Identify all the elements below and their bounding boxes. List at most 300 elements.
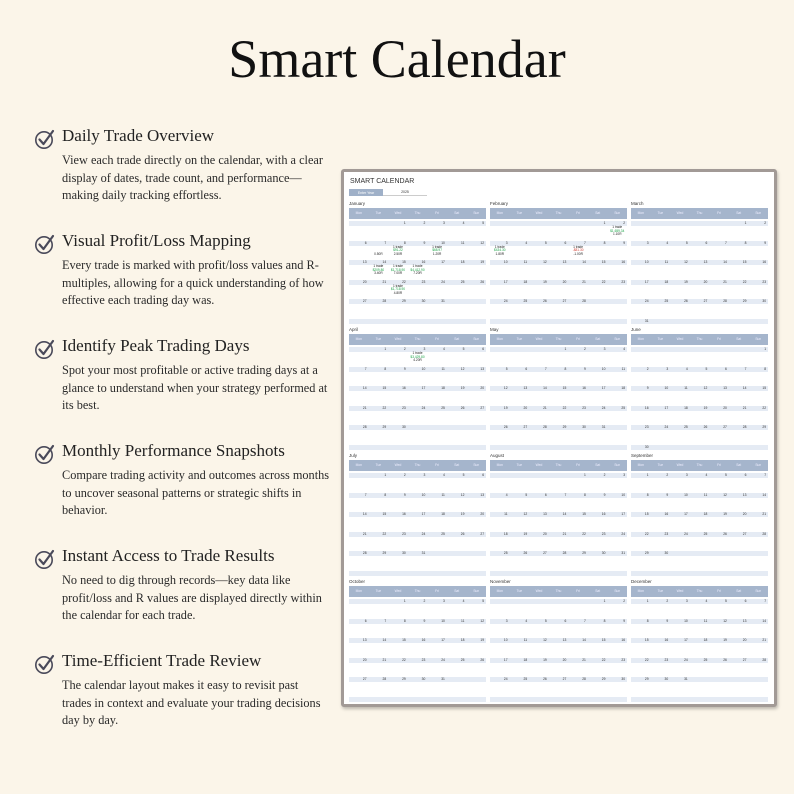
day-cell[interactable]: 14 (762, 492, 767, 497)
day-cell[interactable]: 22 (762, 405, 767, 410)
day-cell[interactable]: 26 (460, 531, 465, 536)
day-cell[interactable]: 5 (482, 221, 485, 225)
day-cell[interactable]: 22 (601, 657, 606, 662)
day-cell[interactable]: 27 (543, 551, 547, 555)
day-cell[interactable]: 25 (523, 677, 528, 681)
day-cell[interactable]: 22 (644, 657, 649, 662)
day-cell[interactable]: 13 (562, 260, 567, 264)
day-cell[interactable]: 12 (480, 240, 485, 245)
day-cell[interactable]: 23 (402, 531, 406, 536)
day-cell[interactable]: 6 (564, 618, 567, 623)
day-cell[interactable]: 4 (666, 240, 669, 245)
day-cell[interactable]: 12 (684, 260, 688, 264)
day-cell[interactable]: 21 (362, 531, 367, 536)
day-cell[interactable]: 28 (582, 677, 586, 681)
day-cell[interactable]: 21 (543, 405, 547, 410)
day-cell[interactable]: 22 (402, 279, 406, 284)
day-cell[interactable]: 11 (621, 366, 626, 371)
day-cell[interactable]: 16 (664, 638, 669, 642)
day-cell[interactable]: 29 (742, 299, 747, 303)
day-cell[interactable]: 6 (705, 240, 708, 245)
day-cell[interactable]: 25 (460, 279, 465, 284)
day-cell[interactable]: 6 (744, 599, 747, 603)
day-cell[interactable]: 30 (644, 444, 649, 449)
day-cell[interactable]: 10 (664, 386, 669, 390)
day-cell[interactable]: 5 (525, 492, 528, 497)
day-cell[interactable]: 10 (421, 492, 426, 497)
day-cell[interactable]: 4 (623, 347, 626, 351)
day-cell[interactable]: 28 (543, 425, 547, 429)
day-cell[interactable]: 4 (443, 347, 445, 351)
day-cell[interactable]: 10 (601, 366, 606, 371)
day-cell[interactable]: 6 (482, 347, 485, 351)
day-cell[interactable]: 21 (382, 657, 387, 662)
day-cell[interactable]: 10 (503, 638, 508, 642)
day-cell[interactable]: 23 (601, 531, 606, 536)
day-cell[interactable]: 15 (644, 638, 649, 642)
day-cell[interactable]: 1 (384, 347, 387, 351)
day-cell[interactable]: 20 (362, 279, 367, 284)
day-cell[interactable]: 19 (460, 512, 465, 516)
day-cell[interactable]: 29 (644, 551, 649, 555)
day-cell[interactable]: 28 (362, 551, 367, 555)
day-cell[interactable]: 27 (723, 425, 727, 429)
day-cell[interactable]: 6 (744, 473, 747, 477)
day-cell[interactable]: 24 (421, 405, 426, 410)
day-cell[interactable]: 8 (403, 240, 406, 245)
day-cell[interactable]: 11 (461, 618, 465, 623)
day-cell[interactable]: 2 (666, 473, 669, 477)
day-cell[interactable]: 1 (384, 473, 387, 477)
day-cell[interactable]: 30 (421, 299, 426, 303)
day-cell[interactable]: 7 (764, 473, 767, 477)
day-cell[interactable]: 22 (644, 531, 649, 536)
day-cell[interactable]: 14 (582, 638, 586, 642)
day-cell[interactable]: 11 (664, 260, 669, 264)
day-cell[interactable]: 13 (362, 638, 367, 642)
day-cell[interactable]: 29 (644, 677, 649, 681)
day-cell[interactable]: 5 (544, 240, 547, 245)
day-cell[interactable]: 13 (543, 512, 547, 516)
day-cell[interactable]: 8 (603, 618, 606, 623)
day-cell[interactable]: 22 (742, 279, 747, 284)
day-cell[interactable]: 31 (601, 425, 606, 429)
day-cell[interactable]: 16 (402, 512, 406, 516)
day-cell[interactable]: 24 (684, 531, 688, 536)
day-cell[interactable]: 30 (402, 551, 406, 555)
day-cell[interactable]: 20 (480, 512, 485, 516)
day-cell[interactable]: 14 (562, 512, 567, 516)
day-cell[interactable]: 19 (723, 638, 727, 642)
day-cell[interactable]: 2 (764, 221, 767, 225)
day-cell[interactable]: 20 (562, 657, 567, 662)
day-cell[interactable]: 26 (503, 425, 508, 429)
day-cell[interactable]: 9 (403, 492, 406, 497)
day-cell[interactable]: 20 (562, 279, 567, 284)
day-cell[interactable]: 12 (543, 260, 547, 264)
day-cell[interactable]: 30 (664, 677, 669, 681)
day-cell[interactable]: 19 (523, 531, 528, 536)
day-cell[interactable]: 1 (603, 599, 606, 603)
day-cell[interactable]: 27 (523, 425, 528, 429)
day-cell[interactable]: 3 (423, 347, 426, 351)
day-cell[interactable]: 31 (421, 551, 426, 555)
day-cell[interactable]: 30 (601, 551, 606, 555)
day-cell[interactable]: 26 (684, 299, 688, 303)
day-cell[interactable]: 27 (562, 299, 567, 303)
day-cell[interactable]: 20 (362, 657, 367, 662)
day-cell[interactable]: 2 (584, 347, 586, 351)
day-cell[interactable]: 14 (742, 386, 747, 390)
day-cell[interactable]: 22 (402, 657, 406, 662)
day-cell[interactable]: 2 (623, 599, 626, 603)
day-cell[interactable]: 26 (480, 279, 485, 284)
day-cell[interactable]: 3 (685, 599, 688, 603)
day-cell[interactable]: 7 (384, 240, 387, 245)
day-cell[interactable]: 3 (505, 240, 508, 245)
day-cell[interactable]: 14 (582, 260, 586, 264)
day-cell[interactable]: 5 (725, 599, 727, 603)
day-cell[interactable]: 13 (480, 492, 485, 497)
day-cell[interactable]: 16 (621, 260, 626, 264)
day-cell[interactable]: 4 (462, 599, 465, 603)
day-cell[interactable]: 19 (703, 405, 708, 410)
day-cell[interactable]: 15 (742, 260, 747, 264)
day-cell[interactable]: 12 (723, 618, 727, 623)
day-cell[interactable]: 6 (364, 240, 367, 245)
day-cell[interactable]: 18 (441, 512, 445, 516)
day-cell[interactable]: 15 (582, 512, 586, 516)
day-cell[interactable]: 25 (441, 531, 445, 536)
day-cell[interactable]: 22 (382, 531, 387, 536)
day-cell[interactable]: 8 (764, 366, 767, 371)
day-cell[interactable]: 31 (441, 677, 445, 681)
day-cell[interactable]: 16 (664, 512, 669, 516)
day-cell[interactable]: 2 (646, 366, 649, 371)
day-cell[interactable]: 10 (441, 240, 445, 245)
day-cell[interactable]: 30 (582, 425, 586, 429)
day-cell[interactable]: 6 (525, 366, 528, 371)
day-cell[interactable]: 1 (403, 221, 406, 225)
day-cell[interactable]: 5 (685, 240, 688, 245)
day-cell[interactable]: 11 (703, 492, 708, 497)
day-cell[interactable]: 14 (382, 260, 387, 264)
day-cell[interactable]: 29 (402, 299, 406, 303)
day-cell[interactable]: 3 (443, 599, 445, 603)
day-cell[interactable]: 25 (460, 657, 465, 662)
day-cell[interactable]: 28 (362, 425, 367, 429)
day-cell[interactable]: 16 (644, 405, 649, 410)
day-cell[interactable]: 26 (703, 425, 708, 429)
day-cell[interactable]: 15 (402, 260, 406, 264)
day-cell[interactable]: 27 (742, 657, 747, 662)
day-cell[interactable]: 19 (480, 638, 485, 642)
day-cell[interactable]: 17 (684, 638, 688, 642)
day-cell[interactable]: 20 (742, 512, 747, 516)
day-cell[interactable]: 3 (685, 473, 688, 477)
day-cell[interactable]: 23 (664, 531, 669, 536)
day-cell[interactable]: 8 (603, 240, 606, 245)
day-cell[interactable]: 17 (644, 279, 649, 284)
day-cell[interactable]: 24 (503, 299, 508, 303)
day-cell[interactable]: 11 (441, 366, 445, 371)
day-cell[interactable]: 1 (564, 347, 567, 351)
day-cell[interactable]: 19 (684, 279, 688, 284)
day-cell[interactable]: 9 (403, 366, 406, 371)
day-cell[interactable]: 1 (744, 221, 747, 225)
day-cell[interactable]: 5 (705, 366, 708, 371)
day-cell[interactable]: 15 (382, 386, 387, 390)
day-cell[interactable]: 31 (644, 318, 649, 323)
day-cell[interactable]: 22 (382, 405, 387, 410)
day-cell[interactable]: 9 (423, 618, 426, 623)
day-cell[interactable]: 23 (421, 657, 426, 662)
day-cell[interactable]: 7 (764, 599, 767, 603)
day-cell[interactable]: 10 (644, 260, 649, 264)
day-cell[interactable]: 29 (762, 425, 767, 429)
day-cell[interactable]: 13 (742, 492, 747, 497)
day-cell[interactable]: 20 (723, 405, 727, 410)
day-cell[interactable]: 17 (621, 512, 626, 516)
day-cell[interactable]: 13 (742, 618, 747, 623)
day-cell[interactable]: 24 (441, 657, 445, 662)
day-cell[interactable]: 24 (601, 405, 606, 410)
day-cell[interactable]: 11 (461, 240, 465, 245)
day-cell[interactable]: 23 (664, 657, 669, 662)
day-cell[interactable]: 10 (441, 618, 445, 623)
day-cell[interactable]: 11 (684, 386, 688, 390)
day-cell[interactable]: 17 (421, 512, 426, 516)
day-cell[interactable]: 9 (646, 386, 649, 390)
day-cell[interactable]: 6 (564, 240, 567, 245)
day-cell[interactable]: 28 (382, 677, 387, 681)
day-cell[interactable]: 18 (523, 657, 528, 662)
day-cell[interactable]: 13 (362, 260, 367, 264)
year-selector[interactable] (349, 189, 427, 196)
day-cell[interactable]: 14 (762, 618, 767, 623)
day-cell[interactable]: 30 (664, 551, 669, 555)
day-cell[interactable]: 26 (460, 405, 465, 410)
day-cell[interactable]: 18 (523, 279, 528, 284)
day-cell[interactable]: 9 (423, 240, 426, 245)
day-cell[interactable]: 17 (601, 386, 606, 390)
day-cell[interactable]: 3 (603, 347, 606, 351)
day-cell[interactable]: 24 (664, 425, 669, 429)
day-cell[interactable]: 15 (402, 638, 406, 642)
day-cell[interactable]: 19 (543, 279, 547, 284)
day-cell[interactable]: 11 (441, 492, 445, 497)
day-cell[interactable]: 18 (664, 279, 669, 284)
day-cell[interactable]: 30 (421, 677, 426, 681)
day-cell[interactable]: 2 (403, 473, 406, 477)
day-cell[interactable]: 10 (503, 260, 508, 264)
day-cell[interactable]: 15 (601, 638, 606, 642)
day-cell[interactable]: 17 (664, 405, 669, 410)
day-cell[interactable]: 31 (441, 299, 445, 303)
day-cell[interactable]: 15 (762, 386, 767, 390)
day-cell[interactable]: 1 (403, 599, 406, 603)
day-cell[interactable]: 25 (503, 551, 508, 555)
day-cell[interactable]: 7 (725, 240, 727, 245)
day-cell[interactable]: 28 (762, 531, 767, 536)
day-cell[interactable]: 2 (403, 347, 406, 351)
day-cell[interactable]: 26 (543, 677, 547, 681)
day-cell[interactable]: 21 (562, 531, 567, 536)
day-cell[interactable]: 26 (723, 657, 727, 662)
day-cell[interactable]: 8 (403, 618, 406, 623)
day-cell[interactable]: 24 (441, 279, 445, 284)
day-cell[interactable]: 19 (460, 386, 465, 390)
day-cell[interactable]: 2 (666, 599, 669, 603)
day-cell[interactable]: 9 (764, 240, 767, 245)
day-cell[interactable]: 25 (684, 425, 688, 429)
day-cell[interactable]: 10 (684, 618, 688, 623)
day-cell[interactable]: 8 (744, 240, 747, 245)
day-cell[interactable]: 4 (505, 492, 508, 497)
day-cell[interactable]: 15 (601, 260, 606, 264)
day-cell[interactable]: 18 (503, 531, 508, 536)
day-cell[interactable]: 26 (480, 657, 485, 662)
day-cell[interactable]: 25 (441, 405, 445, 410)
day-cell[interactable]: 7 (364, 366, 367, 371)
day-cell[interactable]: 21 (382, 279, 387, 284)
day-cell[interactable]: 17 (441, 260, 445, 264)
day-cell[interactable]: 8 (564, 366, 567, 371)
day-cell[interactable]: 13 (723, 386, 727, 390)
day-cell[interactable]: 25 (703, 531, 708, 536)
day-cell[interactable]: 19 (723, 512, 727, 516)
day-cell[interactable]: 1 (646, 473, 649, 477)
day-cell[interactable]: 29 (582, 551, 586, 555)
day-cell[interactable]: 3 (666, 366, 669, 371)
day-cell[interactable]: 24 (621, 531, 626, 536)
day-cell[interactable]: 24 (684, 657, 688, 662)
day-cell[interactable]: 9 (584, 366, 586, 371)
day-cell[interactable]: 17 (684, 512, 688, 516)
day-cell[interactable]: 28 (382, 299, 387, 303)
day-cell[interactable]: 5 (462, 347, 465, 351)
day-cell[interactable]: 11 (504, 512, 508, 516)
day-cell[interactable]: 12 (503, 386, 508, 390)
day-cell[interactable]: 29 (382, 551, 387, 555)
day-cell[interactable]: 21 (582, 657, 586, 662)
day-cell[interactable]: 21 (762, 638, 767, 642)
day-cell[interactable]: 26 (523, 551, 528, 555)
day-cell[interactable]: 27 (480, 531, 485, 536)
day-cell[interactable]: 20 (523, 405, 528, 410)
day-cell[interactable]: 27 (362, 299, 367, 303)
day-cell[interactable]: 27 (703, 299, 708, 303)
day-cell[interactable]: 8 (384, 492, 387, 497)
day-cell[interactable]: 18 (460, 260, 465, 264)
day-cell[interactable]: 12 (703, 386, 708, 390)
day-cell[interactable]: 20 (703, 279, 708, 284)
day-cell[interactable]: 6 (482, 473, 485, 477)
day-cell[interactable]: 15 (382, 512, 387, 516)
day-cell[interactable]: 21 (742, 405, 747, 410)
day-cell[interactable]: 19 (480, 260, 485, 264)
day-cell[interactable]: 11 (523, 260, 528, 264)
day-cell[interactable]: 18 (621, 386, 626, 390)
day-cell[interactable]: 17 (503, 279, 508, 284)
day-cell[interactable]: 3 (505, 618, 508, 623)
day-cell[interactable]: 30 (402, 425, 406, 429)
day-cell[interactable]: 17 (503, 657, 508, 662)
day-cell[interactable]: 4 (525, 618, 528, 623)
day-cell[interactable]: 7 (364, 492, 367, 497)
day-cell[interactable]: 14 (723, 260, 727, 264)
day-cell[interactable]: 4 (462, 221, 465, 225)
day-cell[interactable]: 5 (462, 473, 465, 477)
day-cell[interactable]: 9 (623, 240, 626, 245)
day-cell[interactable]: 11 (703, 618, 708, 623)
day-cell[interactable]: 5 (544, 618, 547, 623)
day-cell[interactable]: 23 (621, 279, 626, 284)
day-cell[interactable]: 21 (723, 279, 727, 284)
day-cell[interactable]: 24 (503, 677, 508, 681)
day-cell[interactable]: 19 (503, 405, 508, 410)
day-cell[interactable]: 13 (480, 366, 485, 371)
day-cell[interactable]: 14 (362, 512, 367, 516)
day-cell[interactable]: 1 (646, 599, 649, 603)
day-cell[interactable]: 5 (505, 366, 508, 371)
day-cell[interactable]: 8 (584, 492, 586, 497)
day-cell[interactable]: 4 (443, 473, 445, 477)
day-cell[interactable]: 20 (742, 638, 747, 642)
day-cell[interactable]: 22 (601, 279, 606, 284)
day-cell[interactable]: 27 (362, 677, 367, 681)
day-cell[interactable]: 21 (362, 405, 367, 410)
day-cell[interactable]: 25 (664, 299, 669, 303)
day-cell[interactable]: 7 (584, 240, 586, 245)
day-cell[interactable]: 26 (723, 531, 727, 536)
day-cell[interactable]: 16 (402, 386, 406, 390)
day-cell[interactable]: 1 (603, 221, 606, 225)
day-cell[interactable]: 28 (762, 657, 767, 662)
day-cell[interactable]: 4 (685, 366, 688, 371)
day-cell[interactable]: 14 (543, 386, 547, 390)
day-cell[interactable]: 7 (744, 366, 747, 371)
day-cell[interactable]: 31 (621, 551, 626, 555)
day-cell[interactable]: 18 (703, 638, 708, 642)
day-cell[interactable]: 1 (764, 347, 767, 351)
day-cell[interactable]: 6 (364, 618, 367, 623)
day-cell[interactable]: 1 (584, 473, 586, 477)
day-cell[interactable]: 8 (384, 366, 387, 371)
day-cell[interactable]: 21 (582, 279, 586, 284)
day-cell[interactable]: 3 (623, 473, 626, 477)
day-cell[interactable]: 11 (523, 638, 528, 642)
day-cell[interactable]: 7 (584, 618, 586, 623)
day-cell[interactable]: 16 (601, 512, 606, 516)
day-cell[interactable]: 12 (543, 638, 547, 642)
day-cell[interactable]: 12 (523, 512, 528, 516)
day-cell[interactable]: 30 (762, 299, 767, 303)
day-cell[interactable]: 3 (646, 240, 649, 245)
day-cell[interactable]: 5 (725, 473, 727, 477)
day-cell[interactable]: 18 (441, 386, 445, 390)
day-cell[interactable]: 16 (582, 386, 586, 390)
day-cell[interactable]: 22 (582, 531, 586, 536)
day-cell[interactable]: 17 (421, 386, 426, 390)
day-cell[interactable]: 8 (646, 618, 649, 623)
day-cell[interactable]: 13 (703, 260, 708, 264)
day-cell[interactable]: 29 (402, 677, 406, 681)
day-cell[interactable]: 16 (421, 638, 426, 642)
day-cell[interactable]: 21 (762, 512, 767, 516)
day-cell[interactable]: 23 (762, 279, 767, 284)
day-cell[interactable]: 8 (646, 492, 649, 497)
